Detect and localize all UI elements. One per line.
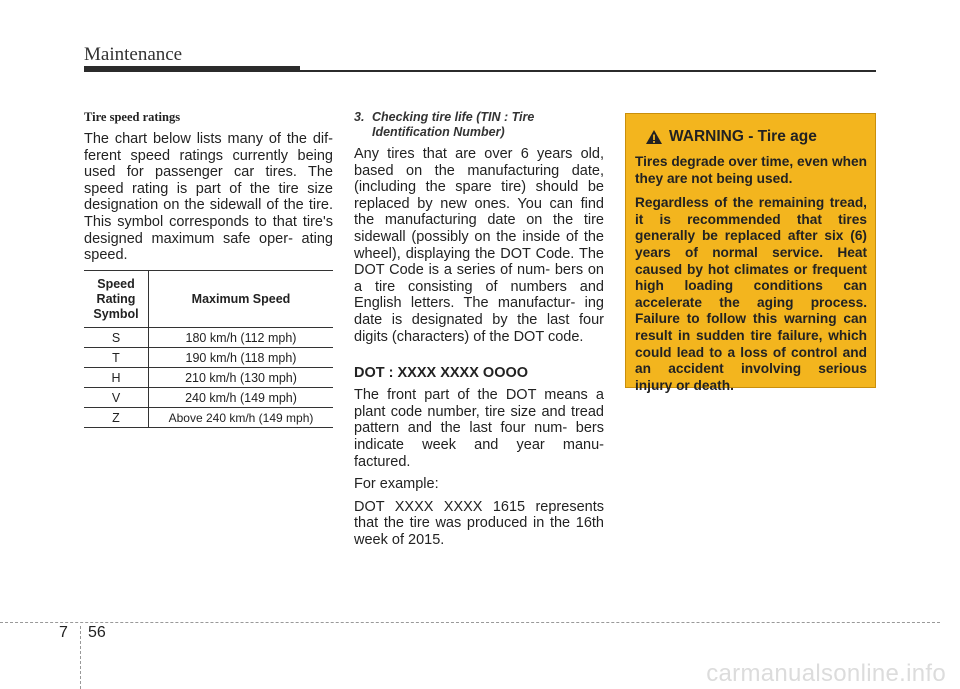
tin-paragraph: Any tires that are over 6 years old, based on the manufacturing date, (including the spare tire) should be replaced by new ones. You can find the manufacturing date on the tire sidewall (possibly on the inside of the wheel), displaying the DOT Code. The DOT Code is a series of num- bers on a tire consisting of numbers and English letters. The manufactur- ing date is designated by the last four digits (characters) of the DOT code.: [354, 146, 604, 345]
warning-title: WARNING - Tire age: [669, 128, 817, 145]
item-heading-line1: Checking tire life (TIN : Tire: [372, 110, 535, 124]
warning-triangle-icon: [645, 129, 663, 145]
speed-cell: Above 240 km/h (149 mph): [149, 408, 334, 428]
symbol-cell: T: [84, 348, 149, 368]
table-header-row: [84, 271, 333, 328]
header-rule-thick: [84, 66, 300, 72]
item-heading: [354, 110, 604, 140]
watermark: carmanualsonline.info: [706, 660, 946, 687]
example-label: For example:: [354, 476, 439, 493]
middle-column: [354, 110, 604, 548]
symbol-cell: Z: [84, 408, 149, 428]
symbol-cell: V: [84, 388, 149, 408]
table-row: [84, 368, 333, 388]
footer-dashed-divider: [80, 626, 81, 689]
example-paragraph: DOT XXXX XXXX 1615 represents that the tire was produced in the 16th week of 2015.: [354, 498, 604, 548]
speed-cell: 180 km/h (112 mph): [149, 328, 334, 348]
symbol-cell: S: [84, 328, 149, 348]
table-row: [84, 388, 333, 408]
warning-box: [625, 113, 876, 393]
header-speed-rating-symbol: Speed Rating Symbol: [84, 271, 149, 328]
speed-cell: 210 km/h (130 mph): [149, 368, 334, 388]
chapter-number: 7: [59, 624, 68, 641]
header-maximum-speed: Maximum Speed: [149, 271, 334, 328]
footer-dashed-rule: [0, 622, 940, 623]
table-row: [84, 328, 333, 348]
table-row: [84, 408, 333, 428]
table-row: [84, 348, 333, 368]
sub-heading: Tire speed ratings: [84, 110, 181, 124]
speed-rating-table: [84, 270, 333, 428]
item-number: 3.: [354, 110, 365, 124]
header-rule-thin: [300, 70, 876, 72]
section-title: Maintenance: [84, 44, 183, 65]
symbol-cell: H: [84, 368, 149, 388]
dot-explanation-paragraph: The front part of the DOT means a plant code number, tire size and tread pattern and the last four num- bers indicate week and year manu- factured.: [354, 387, 604, 470]
warning-text-1: Tires degrade over time, even when they are not being used.: [635, 154, 867, 186]
speed-cell: 240 km/h (149 mph): [149, 388, 334, 408]
page-number: 56: [88, 624, 106, 641]
item-heading-line2: Identification Number): [372, 125, 505, 139]
intro-paragraph: The chart below lists many of the dif- ferent speed ratings currently being used for passenger car tires. The speed rating is part of the tire size designation on the sidewall of the tire. This symbol corresponds to that tire's designed maximum safe oper- ating speed.: [84, 131, 333, 264]
speed-cell: 190 km/h (118 mph): [149, 348, 334, 368]
left-column: [84, 110, 333, 264]
dot-code-format: DOT : XXXX XXXX OOOO: [354, 365, 529, 382]
warning-title-row: [635, 128, 867, 146]
warning-text-2: Regardless of the remaining tread, it is recommended that tires generally be replaced after six (6) years of normal service. Heat caused by hot climates or frequent high loading conditions can accelerate the aging process. Failure to follow this warning can result in sudden tire failure, which could lead to a loss of control and an accident involving serious injury or death.: [635, 195, 867, 393]
